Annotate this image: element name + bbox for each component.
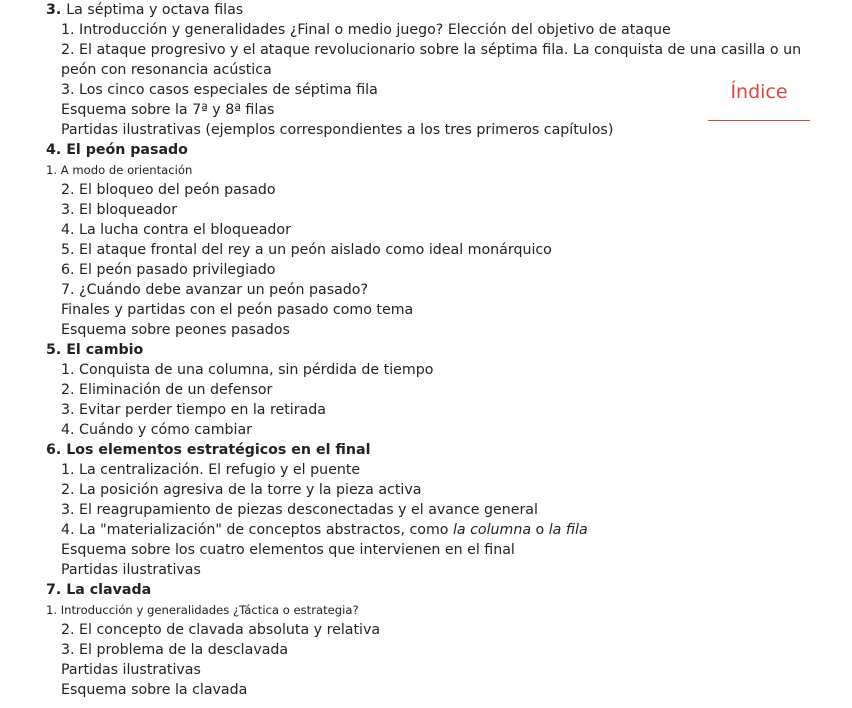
chapter-number: 3. (46, 2, 62, 18)
chapter-title: La clavada (66, 582, 152, 598)
toc-item: 7. ¿Cuándo debe avanzar un peón pasado? (61, 282, 369, 298)
toc-item: Partidas ilustrativas (61, 562, 201, 578)
toc-item-text: o (531, 522, 549, 538)
chapter-5-heading (46, 340, 806, 360)
toc-item: 1. A modo de orientación (46, 163, 193, 177)
toc-item: 2. El concepto de clavada absoluta y relativa (61, 622, 381, 638)
toc-item: 1. La centralización. El refugio y el puente (61, 462, 361, 478)
chapter-title: La séptima y octava filas (66, 2, 244, 18)
toc-item: Partidas ilustrativas (ejemplos correspondientes a los tres primeros capítulos) (61, 122, 614, 138)
toc-item-emphasis: la columna (452, 522, 532, 538)
index-link[interactable] (708, 79, 810, 121)
toc-item (46, 520, 806, 540)
toc-item: 5. El ataque frontal del rey a un peón aislado como ideal monárquico (61, 242, 552, 258)
toc-item: 4. Cuándo y cómo cambiar (61, 422, 253, 438)
chapter-title: Los elementos estratégicos en el final (66, 442, 371, 458)
toc-item: 2. La posición agresiva de la torre y la pieza activa (61, 482, 422, 498)
chapter-title: El cambio (66, 342, 144, 358)
chapter-number: 4. (46, 142, 62, 158)
toc-item: Esquema sobre la 7ª y 8ª filas (61, 102, 275, 118)
index-link-label: Índice (730, 81, 788, 103)
toc-item: 3. El bloqueador (61, 202, 178, 218)
toc-item: Finales y partidas con el peón pasado como tema (61, 302, 414, 318)
toc-item: 1. Conquista de una columna, sin pérdida de tiempo (61, 362, 434, 378)
toc-item-emphasis: la fila (548, 522, 588, 538)
toc-item: 2. El bloqueo del peón pasado (61, 182, 276, 198)
toc-item: 2. Eliminación de un defensor (61, 382, 273, 398)
chapter-number: 5. (46, 342, 62, 358)
toc-item: 2. El ataque progresivo y el ataque revolucionario sobre la séptima fila. La conquista de una casilla o un peón con resonancia acústica (61, 42, 802, 78)
toc-item: 4. La lucha contra el bloqueador (61, 222, 291, 238)
toc-item: Esquema sobre peones pasados (61, 322, 290, 338)
chapter-number: 7. (46, 582, 62, 598)
table-of-contents (46, 0, 806, 700)
toc-item: 6. El peón pasado privilegiado (61, 262, 276, 278)
chapter-4-heading (46, 140, 806, 160)
toc-item-text: 4. La "materialización" de conceptos abstractos, como (61, 522, 453, 538)
toc-item: 3. Evitar perder tiempo en la retirada (61, 402, 326, 418)
toc-item: Esquema sobre los cuatro elementos que intervienen en el final (61, 542, 515, 558)
toc-item: 1. Introducción y generalidades ¿Final o medio juego? Elección del objetivo de ataque (61, 22, 671, 38)
toc-item: 3. El problema de la desclavada (61, 642, 289, 658)
toc-item: 3. Los cinco casos especiales de séptima fila (61, 82, 378, 98)
chapter-number: 6. (46, 442, 62, 458)
chapter-title: El peón pasado (66, 142, 188, 158)
toc-item: 3. El reagrupamiento de piezas desconectadas y el avance general (61, 502, 538, 518)
toc-item: 1. Introducción y generalidades ¿Táctica o estrategia? (46, 603, 359, 617)
chapter-6-heading (46, 440, 806, 460)
toc-item: Partidas ilustrativas (61, 662, 201, 678)
chapter-7-heading (46, 580, 806, 600)
chapter-3-heading (46, 0, 806, 20)
toc-item: Esquema sobre la clavada (61, 682, 248, 698)
